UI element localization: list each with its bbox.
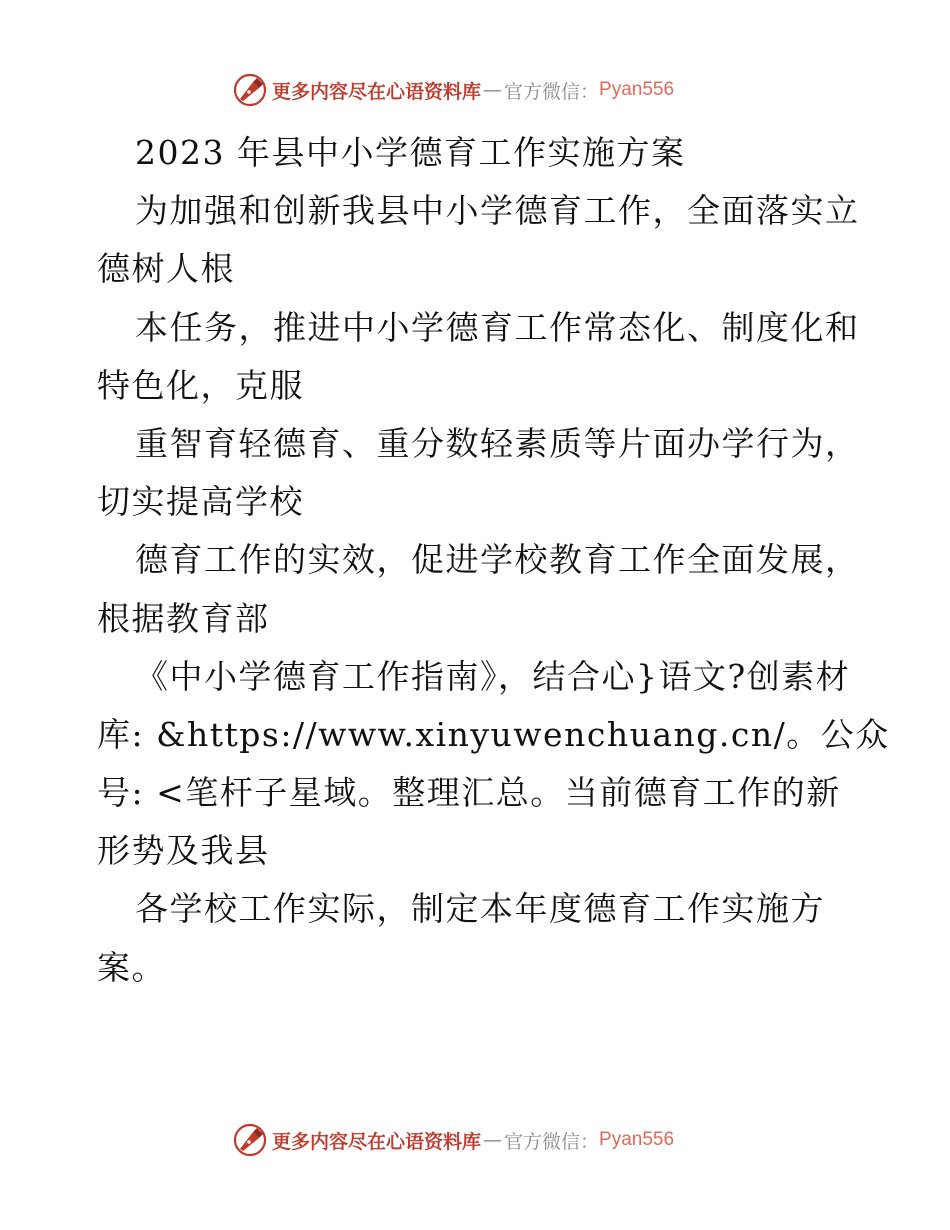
document-body xyxy=(97,124,890,997)
banner-title: 更多内容尽在心语资料库 xyxy=(272,80,482,103)
paragraph-line: 特色化，克服 xyxy=(97,365,304,405)
paragraph-line: 各学校工作实际，制定本年度德育工作实施方 xyxy=(135,889,825,929)
paragraph-line: 本任务，推进中小学德育工作常态化、制度化和 xyxy=(135,307,860,347)
paragraph-line: 案。 xyxy=(97,947,166,987)
pen-nib-logo-icon xyxy=(232,72,268,108)
pen-nib-logo-icon xyxy=(232,1122,268,1158)
paragraph-line: 德树人根 xyxy=(97,249,235,289)
paragraph-line: 《中小学德育工作指南》，结合心}语文?创素材 xyxy=(135,656,851,696)
document-title: 2023 年县中小学德育工作实施方案 xyxy=(135,133,686,172)
banner-wechat-label: 官方微信： xyxy=(504,1130,600,1153)
paragraph-line: 根据教育部 xyxy=(97,598,270,638)
header-banner xyxy=(232,72,674,108)
paragraph-line: 重智育轻德育、重分数轻素质等片面办学行为， xyxy=(135,423,860,463)
paragraph-line: 号: <笔杆子星域。整理汇总。当前德育工作的新 xyxy=(97,773,841,813)
paragraph-line: 德育工作的实效，促进学校教育工作全面发展， xyxy=(135,540,860,580)
paragraph-line: 为加强和创新我县中小学德育工作，全面落实立 xyxy=(135,191,860,231)
paragraph-line: 库: &https://www.xinyuwenchuang.cn/。公众 xyxy=(97,714,890,754)
banner-dash: — xyxy=(483,1129,503,1151)
paragraph-line: 形势及我县 xyxy=(97,831,270,871)
banner-title: 更多内容尽在心语资料库 xyxy=(272,1130,482,1153)
banner-wechat-id: Pyan556 xyxy=(599,1129,675,1150)
banner-dash: — xyxy=(483,79,503,101)
paragraph-line: 切实提高学校 xyxy=(97,482,304,522)
banner-wechat-id: Pyan556 xyxy=(599,79,675,100)
banner-wechat-label: 官方微信： xyxy=(504,80,600,103)
footer-banner xyxy=(232,1122,674,1158)
